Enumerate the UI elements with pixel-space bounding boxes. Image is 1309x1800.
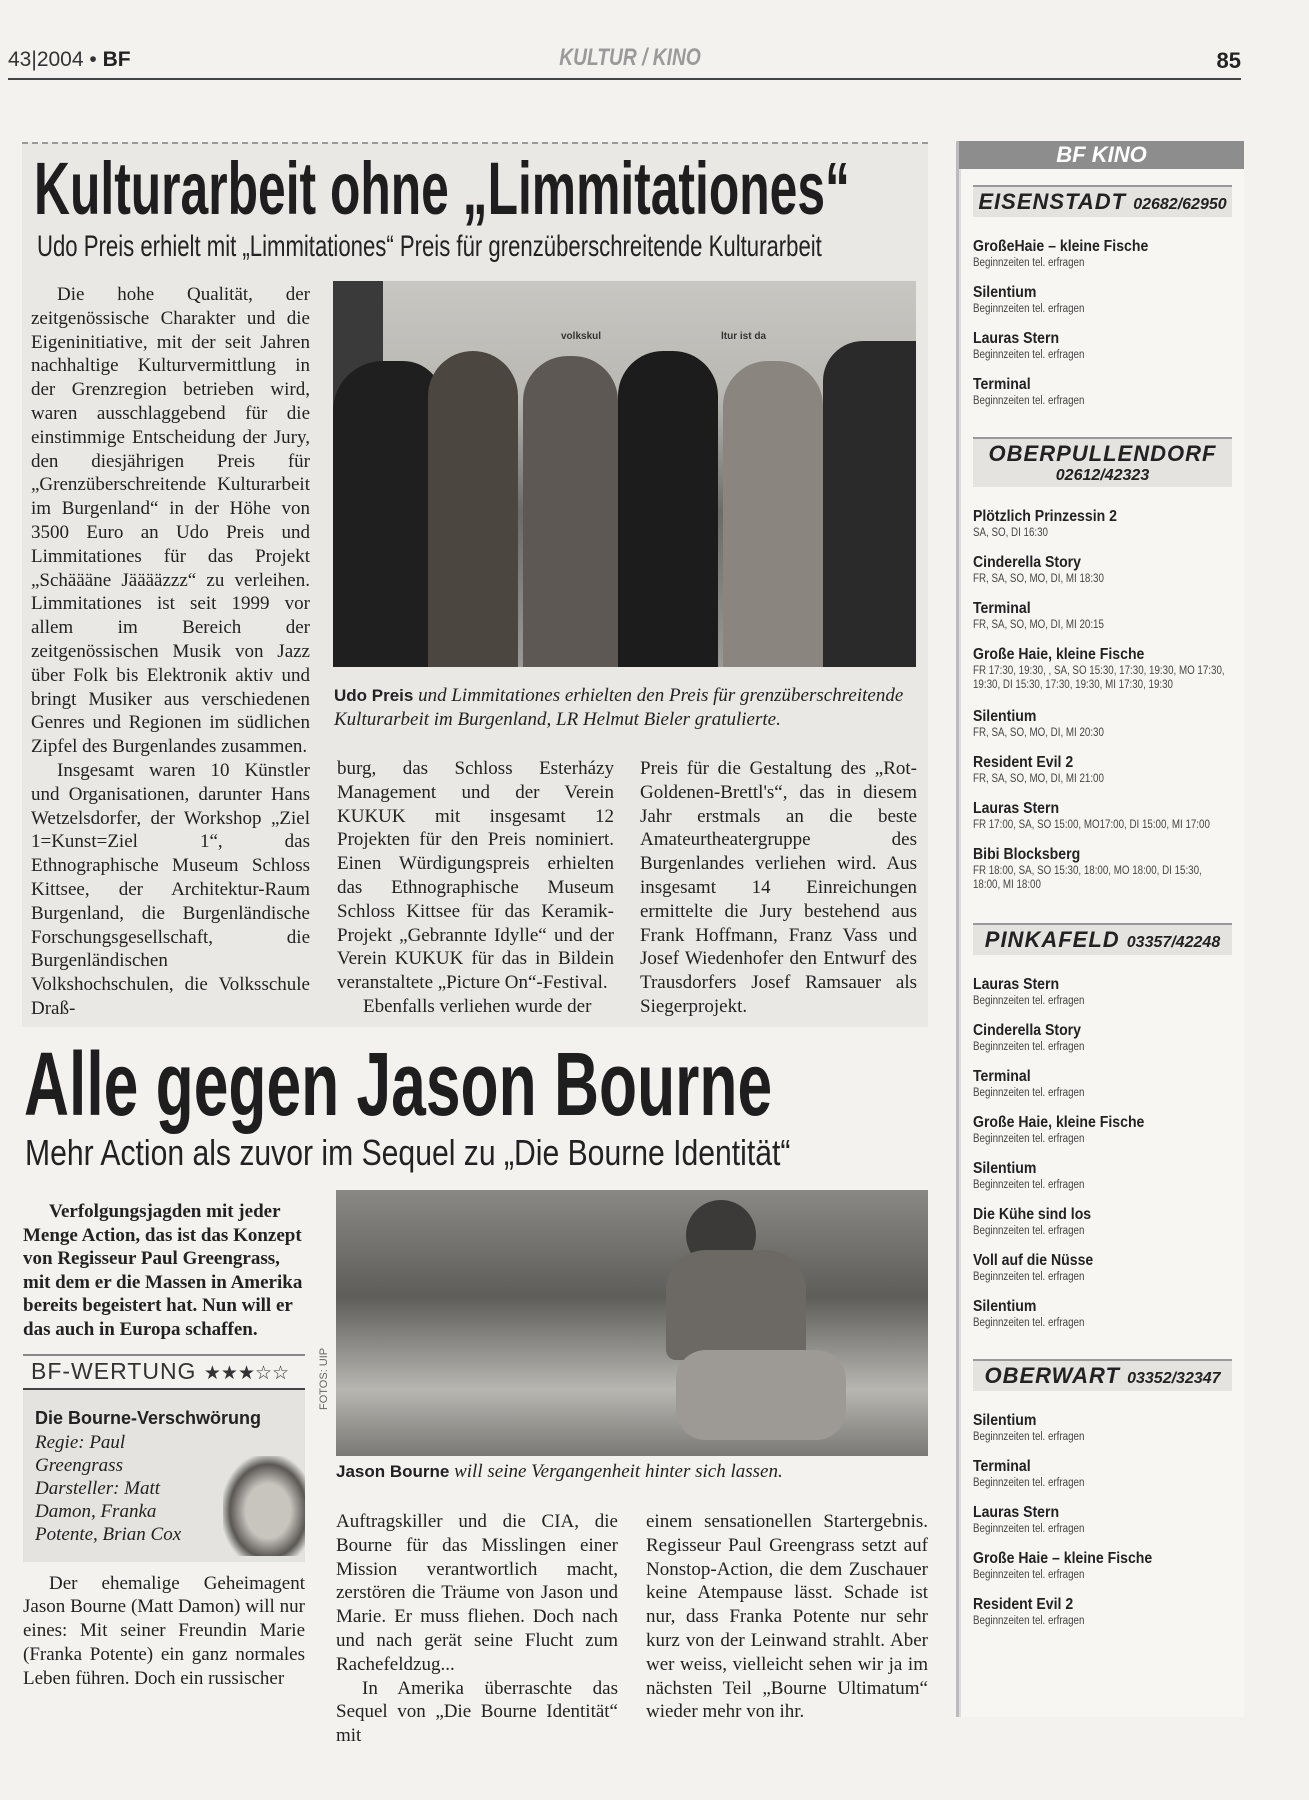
city-name: OBERPULLENDORF — [988, 441, 1217, 466]
page-number: 85 — [1216, 48, 1241, 73]
film-listing — [973, 1205, 1244, 1251]
film-list — [959, 1391, 1244, 1641]
film-title: Cinderella Story — [973, 554, 1081, 571]
city-name: PINKAFELD — [984, 927, 1120, 952]
film-title: Cinderella Story — [973, 1022, 1081, 1039]
film-title: Silentium — [973, 1160, 1037, 1177]
showtimes: FR 17:00, SA, SO 15:00, MO17:00, DI 15:00, MI 17:00 — [973, 819, 1210, 831]
film-listing — [973, 1297, 1244, 1343]
section-title: KULTUR / KINO — [559, 44, 701, 71]
sidebar-title: BF KINO — [959, 141, 1244, 169]
bullet: • — [89, 48, 97, 71]
paragraph: In Amerika überraschte das Sequel von „Die Bourne Identität“ mit — [336, 1677, 618, 1747]
paragraph: Die hohe Qualität, der zeitgenössische Charakter und die Eigeninitiative, mit der seit Jahren nachhaltige Kulturvermittlung in der Grenzregion betrieben wird, waren ausschlaggebend für die einstimmige Entscheidung der Jury, den diesjährigen Preis für „Grenzüberschreitende Kulturarbeit im Burgenland“ in der Höhe von 3500 Euro an Udo Preis und Limmitationes für das Projekt „Schäääne Jääääzzz“ zu verleihen. Limmitationes ist seit 1999 vor allem im Bereich der zeitgenössischen Musik von Jazz über Folk bis Elektronik aktiv und bringt Musiker aus verschiedenen Genres und Regionen im südlichen Zipfel des Burgenlandes zusammen. — [31, 284, 310, 758]
showtimes: Beginnzeiten tel. erfragen — [973, 257, 1085, 269]
article1-column-3 — [640, 757, 917, 1019]
star-empty-icon: ☆ — [272, 1362, 290, 1384]
film-listing — [973, 375, 1244, 421]
paragraph: Insgesamt waren 10 Künstler und Organisationen, darunter Hans Wetzelsdorfer, der Workshop „Ziel 1=Kunst=Ziel 1“, das Ethnographische Museum Schloss Kittsee, der Architektur-Raum Burgenland, die Burgenländische Forschungsgesellschaft, die Burgenländischen Volkshochschulen, die Volksschule Draß- — [31, 759, 310, 1019]
showtimes: FR, SA, SO, MO, DI, MI 20:15 — [973, 619, 1104, 631]
film-title: Silentium — [973, 1298, 1037, 1315]
article2-photo-caption — [336, 1460, 926, 1484]
film-listing — [973, 645, 1244, 707]
film-title: Silentium — [973, 708, 1037, 725]
cinema-phone: 03357/42248 — [1126, 934, 1221, 951]
caption-text: will seine Vergangenheit hinter sich lassen. — [449, 1461, 783, 1482]
banner-sign: volkskul — [561, 331, 602, 342]
film-listing — [973, 753, 1244, 799]
issue-number: 43|2004 — [8, 48, 84, 71]
article2-lead — [23, 1200, 305, 1342]
star-empty-icon: ☆ — [254, 1362, 273, 1384]
film-title: Die Bourne-Verschwörung — [35, 1407, 262, 1428]
film-listing — [973, 507, 1244, 553]
film-title: Bibi Blocksberg — [973, 846, 1081, 863]
film-listing — [973, 1457, 1244, 1503]
film-title: Lauras Stern — [973, 976, 1060, 993]
cinema-city-header — [973, 1359, 1232, 1391]
article1-headline: Kulturarbeit ohne „Limmitationes“ — [34, 147, 850, 230]
film-title: Lauras Stern — [973, 1504, 1060, 1521]
film-listing — [973, 283, 1244, 329]
film-listing — [973, 1251, 1244, 1297]
film-listing — [973, 329, 1244, 375]
caption-name: Jason Bourne — [336, 1462, 450, 1481]
film-title: Silentium — [973, 284, 1037, 301]
film-cast: Darsteller: Matt Damon, Franka Potente, Brian Cox — [35, 1477, 182, 1545]
cinema-city-header — [973, 437, 1232, 487]
showtimes: Beginnzeiten tel. erfragen — [973, 1615, 1085, 1627]
article2-left-column — [23, 1200, 305, 1691]
film-listing — [973, 1549, 1244, 1595]
film-list — [959, 217, 1244, 421]
rating-label: BF-WERTUNG — [31, 1357, 197, 1384]
film-listing — [973, 1021, 1244, 1067]
photo-credit: FOTOS: UIP — [318, 1347, 330, 1410]
award-group-photo — [333, 281, 916, 667]
film-title: Resident Evil 2 — [973, 1596, 1074, 1613]
cinema-list — [959, 185, 1244, 1641]
showtimes: Beginnzeiten tel. erfragen — [973, 1179, 1085, 1191]
film-list — [959, 955, 1244, 1343]
lead-paragraph: Verfolgungsjagden mit jeder Menge Action, das ist das Konzept von Regisseur Paul Greengrass, mit dem er die Massen in Amerika bereits begeistert hat. Nun will er das auch in Europa schaffen. — [23, 1201, 303, 1340]
article1-column-1 — [31, 283, 310, 1021]
showtimes: Beginnzeiten tel. erfragen — [973, 1087, 1085, 1099]
city-name: EISENSTADT — [978, 189, 1127, 214]
brand-logo: BF — [102, 48, 131, 71]
article1-subtitle: Udo Preis erhielt mit „Limmitationes“ Preis für grenzüberschreitende Kulturarbeit — [37, 230, 822, 263]
film-listing — [973, 599, 1244, 645]
caption-name: Udo Preis — [334, 686, 414, 705]
film-listing — [973, 553, 1244, 599]
caption-text: und Limmitationes erhielten den Preis für grenzüberschreitende Kulturarbeit im Burgenland, LR Helmut Bieler gratulierte. — [334, 685, 904, 730]
film-listing — [973, 799, 1244, 845]
film-title: Große Haie, kleine Fische — [973, 646, 1145, 663]
article1-column-2 — [337, 757, 614, 1019]
cinema-city-header — [973, 923, 1232, 955]
showtimes: SA, SO, DI 16:30 — [973, 527, 1048, 539]
cinema-city-header — [973, 185, 1232, 217]
paragraph: einem sensationellen Startergebnis. Regisseur Paul Greengrass setzt auf Nonstop-Action, die dem Zuschauer keine Atempause lässt. Schade ist nur, dass Franka Potente nur sehr kurz von der Leinwand strahlt. Aber wer weiss, vielleicht sehen wir ja im nächsten Teil „Bourne Ultimatum“ wieder mehr von ihr. — [646, 1511, 928, 1723]
header-divider — [8, 78, 1241, 80]
article2-column-3 — [646, 1510, 928, 1724]
showtimes: Beginnzeiten tel. erfragen — [973, 1477, 1085, 1489]
film-title: Große Haie – kleine Fische — [973, 1550, 1153, 1567]
film-listing — [973, 707, 1244, 753]
rating-box — [23, 1354, 305, 1562]
film-title: Große Haie, kleine Fische — [973, 1114, 1145, 1131]
film-director: Regie: Paul Greengrass — [35, 1431, 126, 1476]
film-title: Terminal — [973, 1458, 1031, 1475]
director-portrait — [223, 1456, 305, 1556]
article1-photo-caption — [334, 684, 914, 732]
film-listing — [973, 237, 1244, 283]
film-title: Lauras Stern — [973, 330, 1060, 347]
film-title: Lauras Stern — [973, 800, 1060, 817]
showtimes: FR, SA, SO, MO, DI, MI 20:30 — [973, 727, 1104, 739]
star-filled-icon: ★ — [237, 1362, 255, 1384]
showtimes: Beginnzeiten tel. erfragen — [973, 1271, 1085, 1283]
film-listing — [973, 1113, 1244, 1159]
paragraph: Auftragskiller und die CIA, die Bourne für das Misslingen einer Mission verantwortlich macht, zerstören die Träume von Jason und Marie. Er muss fliehen. Doch nach und nach gerät seine Flucht zum Rachefeldzug... — [336, 1511, 618, 1675]
film-title: Die Kühe sind los — [973, 1206, 1092, 1223]
article2-subtitle: Mehr Action als zuvor im Sequel zu „Die Bourne Identität“ — [25, 1132, 791, 1173]
jason-bourne-photo — [336, 1190, 928, 1456]
article2-headline: Alle gegen Jason Bourne — [24, 1035, 773, 1135]
paragraph: Ebenfalls verliehen wurde der — [363, 995, 592, 1017]
issue-info — [8, 48, 131, 72]
film-listing — [973, 845, 1244, 907]
film-listing — [973, 1503, 1244, 1549]
film-title: Resident Evil 2 — [973, 754, 1074, 771]
showtimes: Beginnzeiten tel. erfragen — [973, 1431, 1085, 1443]
showtimes: FR, SA, SO, MO, DI, MI 21:00 — [973, 773, 1104, 785]
film-title: Voll auf die Nüsse — [973, 1252, 1094, 1269]
film-listing — [973, 1595, 1244, 1641]
film-title: Silentium — [973, 1412, 1037, 1429]
cinema-phone: 02612/42323 — [1055, 467, 1150, 484]
showtimes: FR, SA, SO, MO, DI, MI 18:30 — [973, 573, 1104, 585]
banner-sign: ltur ist da — [721, 331, 767, 342]
showtimes: Beginnzeiten tel. erfragen — [973, 995, 1085, 1007]
showtimes: Beginnzeiten tel. erfragen — [973, 1225, 1085, 1237]
city-name: OBERWART — [984, 1363, 1120, 1388]
film-title: GroßeHaie – kleine Fische — [973, 238, 1149, 255]
film-listing — [973, 1159, 1244, 1205]
showtimes: FR 18:00, SA, SO 15:30, 18:00, MO 18:00, DI 15:30, 18:00, MI 18:00 — [973, 865, 1202, 891]
showtimes: FR 17:30, 19:30, , SA, SO 15:30, 17:30, 19:30, MO 17:30, 19:30, DI 15:30, 17:30, 19:30, MI 17:30, 19:30 — [973, 665, 1225, 691]
film-list — [959, 487, 1244, 907]
showtimes: Beginnzeiten tel. erfragen — [973, 1569, 1085, 1581]
film-listing — [973, 1067, 1244, 1113]
star-filled-icon: ★ — [203, 1362, 221, 1384]
showtimes: Beginnzeiten tel. erfragen — [973, 1317, 1085, 1329]
article2-column-1 — [23, 1572, 305, 1691]
star-rating — [204, 1363, 289, 1384]
showtimes: Beginnzeiten tel. erfragen — [973, 1133, 1085, 1145]
film-listing — [973, 975, 1244, 1021]
star-filled-icon: ★ — [220, 1362, 238, 1384]
film-listing — [973, 1411, 1244, 1457]
showtimes: Beginnzeiten tel. erfragen — [973, 1523, 1085, 1535]
paragraph: Der ehemalige Geheimagent Jason Bourne (Matt Damon) will nur eines: Mit seiner Freundin Marie (Franka Potente) ein ganz normales Leben führen. Doch ein russischer — [23, 1572, 305, 1689]
film-title: Terminal — [973, 600, 1031, 617]
showtimes: Beginnzeiten tel. erfragen — [973, 1041, 1085, 1053]
cinema-phone: 03352/32347 — [1127, 1370, 1221, 1387]
film-title: Terminal — [973, 376, 1031, 393]
showtimes: Beginnzeiten tel. erfragen — [973, 303, 1085, 315]
film-title: Plötzlich Prinzessin 2 — [973, 508, 1117, 525]
showtimes: Beginnzeiten tel. erfragen — [973, 349, 1085, 361]
film-title: Terminal — [973, 1068, 1031, 1085]
showtimes: Beginnzeiten tel. erfragen — [973, 395, 1085, 407]
cinema-phone: 02682/62950 — [1133, 196, 1227, 213]
article2-column-2 — [336, 1510, 618, 1748]
rating-header — [23, 1354, 305, 1390]
paragraph: burg, das Schloss Esterházy Management und der Verein KUKUK mit insgesamt 12 Projekten für den Preis nominiert. Einen Würdigungspreis erhielten das Ethnographische Museum Schloss Kittsee für das Keramik-Projekt „Gebrannte Idylle“ und der Verein KUKUK für das in Bildein veranstaltete „Picture On“-Festival. — [337, 758, 614, 994]
cinema-listings-sidebar — [956, 141, 1244, 1717]
paragraph: Preis für die Gestaltung des „Rot-Goldenen-Brettl's“, das in diesem Jahr erstmals an die beste Amateurtheatergruppe des Burgenlandes verliehen wird. Aus insgesamt 14 Einreichungen ermittelte die Jury bestehend aus Frank Hoffmann, Franz Vass und Josef Wiedenhofer den Entwurf des Trausdorfers Josef Ramsauer als Siegerprojekt. — [640, 758, 917, 1017]
